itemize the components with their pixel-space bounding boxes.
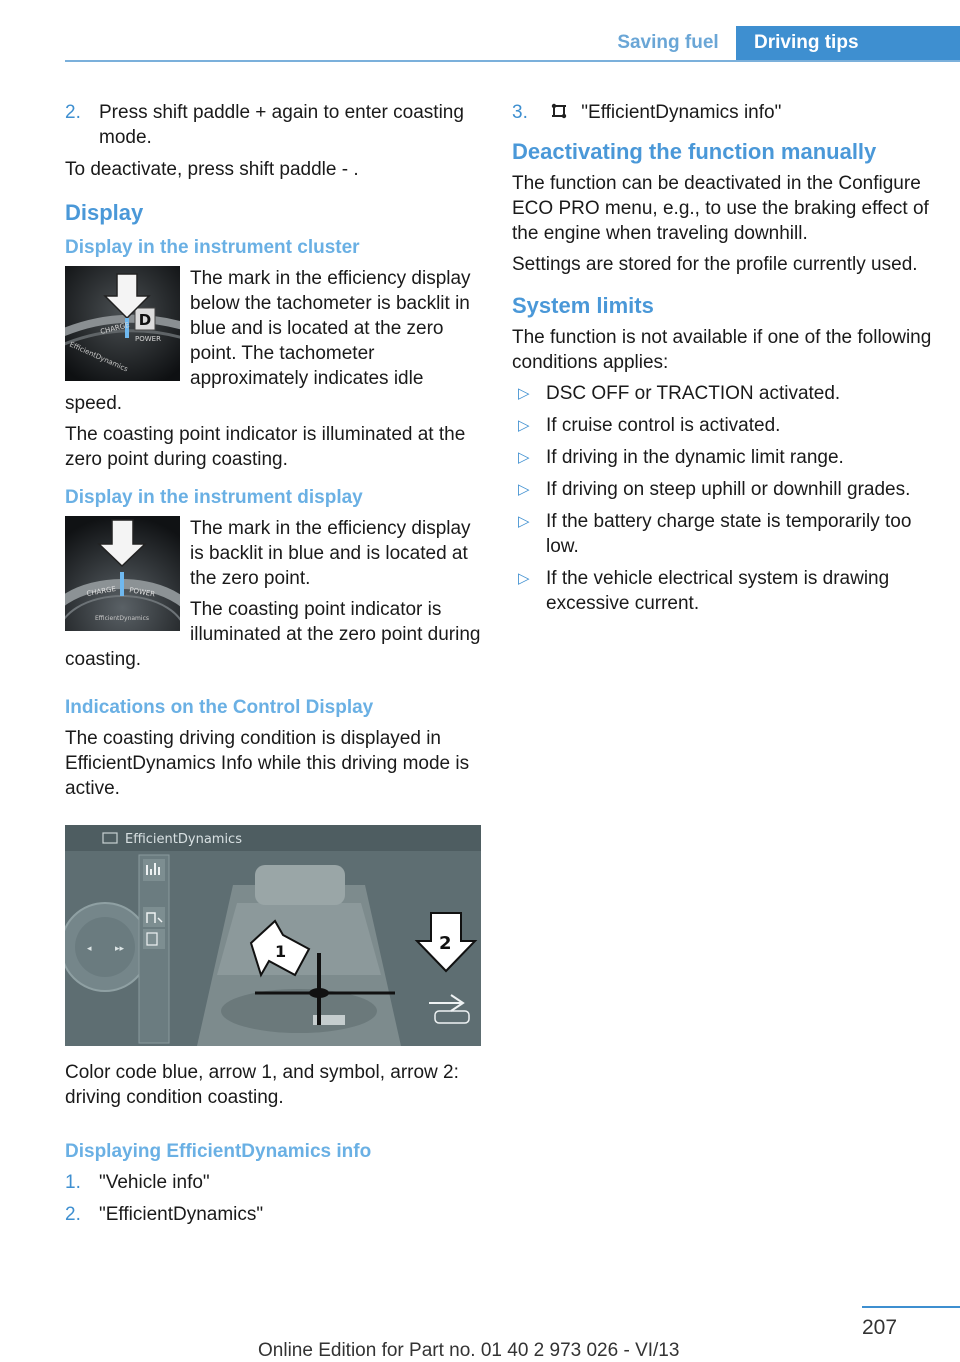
bullet-triangle-icon: ▷: [518, 417, 530, 434]
coasting-cluster-text: The coasting point indicator is illuminated at the zero point during coasting.: [65, 424, 466, 470]
section-tab-saving-fuel[interactable]: Saving fuel: [617, 32, 719, 53]
bullet-triangle-icon: ▷: [518, 513, 530, 530]
bullet-triangle-icon: ▷: [518, 449, 530, 466]
footer-rule: [862, 1306, 960, 1308]
power-label: POWER: [135, 335, 161, 343]
charge-label: CHARGE: [99, 321, 131, 336]
gear-indicator-label: D: [138, 311, 152, 329]
screen-title: EfficientDynamics: [125, 832, 242, 847]
list-item: [512, 566, 932, 616]
list-item-text: If driving in the dynamic limit range.: [546, 447, 844, 468]
step-number: 2.: [65, 102, 81, 123]
step-item: [65, 1170, 483, 1195]
charge-label: CHARGE: [85, 584, 117, 598]
cluster-efficiency-image: [65, 266, 180, 381]
deactivate-text: To deactivate, press shift paddle - .: [65, 159, 359, 180]
instrument-description-1: The mark in the efficiency display is backlit in blue and is located at the zero point.: [190, 518, 471, 589]
list-item-text: If driving on steep uphill or downhill grades.: [546, 479, 911, 500]
menu-symbol-icon: [548, 102, 570, 120]
step-text: Press shift paddle + again to enter coasting mode.: [99, 102, 464, 148]
settings-text: Settings are stored for the profile currently used.: [512, 254, 918, 275]
svg-text:◂: ◂: [87, 944, 92, 954]
list-item: [512, 509, 932, 559]
right-column: [512, 100, 932, 623]
list-item: [512, 413, 932, 438]
bullet-triangle-icon: ▷: [518, 385, 530, 402]
chapter-tab-driving-tips[interactable]: Driving tips: [736, 26, 960, 62]
edition-note: Online Edition for Part no. 01 40 2 973 026 - VI/13: [258, 1340, 680, 1361]
list-item: [512, 381, 932, 406]
cluster-description: The mark in the efficiency display below the tachometer is backlit in blue and is located at the zero point. The tachometer approximately indicates idle speed.: [65, 268, 471, 414]
manual-deactivation-text: The function can be deactivated in the Configure ECO PRO menu, e.g., to use the braking effect of the engine when traveling downhill.: [512, 173, 929, 244]
displaying-info-heading: Displaying EfficientDynamics info: [65, 1141, 372, 1162]
screenshot-caption: Color code blue, arrow 1, and symbol, arrow 2: driving condition coasting.: [65, 1062, 459, 1108]
brand-label: EfficientDynamics: [68, 340, 129, 374]
arrow-1-label: 1: [275, 942, 287, 961]
list-item-text: DSC OFF or TRACTION activated.: [546, 383, 841, 404]
control-display-screenshot: [65, 825, 481, 1046]
list-item-text: If the vehicle electrical system is drawing excessive current.: [546, 568, 890, 614]
system-limits-heading: System limits: [512, 293, 654, 318]
step-text: "Vehicle info": [99, 1172, 210, 1193]
step-item: [65, 100, 483, 150]
control-display-heading: Indications on the Control Display: [65, 697, 374, 718]
left-column: [65, 100, 483, 1234]
list-item: [512, 445, 932, 470]
instrument-display-heading: Display in the instrument display: [65, 487, 363, 508]
list-item-text: If the battery charge state is temporarily too low.: [546, 511, 912, 557]
instrument-description-2: The coasting point indicator is illuminated at the zero point during coasting.: [65, 599, 481, 670]
step-item: [65, 1202, 483, 1227]
manual-deactivation-heading: Deactivating the function manually: [512, 139, 877, 164]
list-item-text: If cruise control is activated.: [546, 415, 781, 436]
page-number: 207: [862, 1316, 898, 1339]
power-label: POWER: [128, 586, 156, 599]
list-item: [512, 477, 932, 502]
step-item: [512, 100, 932, 125]
instrument-efficiency-image: [65, 516, 180, 631]
header-rule: [65, 60, 960, 62]
arrow-2-label: 2: [439, 933, 452, 954]
brand-label: EfficientDynamics: [95, 615, 149, 622]
control-display-text: The coasting driving condition is displayed in EfficientDynamics Info while this driving mode is active.: [65, 728, 470, 799]
step-number: 1.: [65, 1172, 81, 1193]
svg-text:▸▸: ▸▸: [115, 944, 125, 954]
step-text: "EfficientDynamics": [99, 1204, 264, 1225]
step-number: 3.: [512, 102, 528, 123]
bullet-triangle-icon: ▷: [518, 481, 530, 498]
display-heading: Display: [65, 200, 144, 225]
step-number: 2.: [65, 1204, 81, 1225]
system-limits-text: The function is not available if one of the following conditions applies:: [512, 327, 932, 373]
step-text: "EfficientDynamics info": [581, 102, 782, 123]
bullet-triangle-icon: ▷: [518, 570, 530, 587]
cluster-heading: Display in the instrument cluster: [65, 237, 360, 258]
